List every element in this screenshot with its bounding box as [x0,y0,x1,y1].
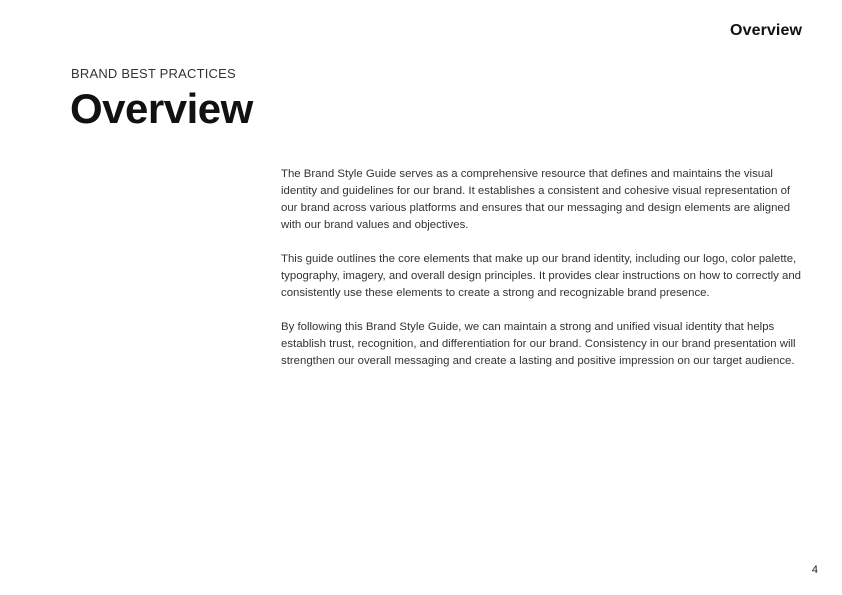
body-paragraph: By following this Brand Style Guide, we can maintain a strong and unified visual identity that helps establish trust, recognition, and differentiation for our brand. Consistency in our brand presentation will strengthen our overall messaging and create a lasting and positive impression on our target audience. [281,321,796,367]
body-text [281,166,803,387]
page-number: 4 [811,564,818,576]
section-eyebrow: BRAND BEST PRACTICES [71,66,236,81]
body-paragraph: The Brand Style Guide serves as a comprehensive resource that defines and maintains the visual identity and guidelines for our brand. It establishes a consistent and cohesive visual representation of our brand across various platforms and ensures that our messaging and design elements are aligned with our brand values and objectives. [281,168,791,231]
page-title: Overview [70,85,253,132]
body-paragraph: This guide outlines the core elements that make up our brand identity, including our logo, color palette, typography, imagery, and overall design principles. It provides clear instructions on how to correctly and consistently use these elements to create a strong and recognizable brand presence. [281,253,802,299]
header-section-title: Overview [730,22,802,39]
